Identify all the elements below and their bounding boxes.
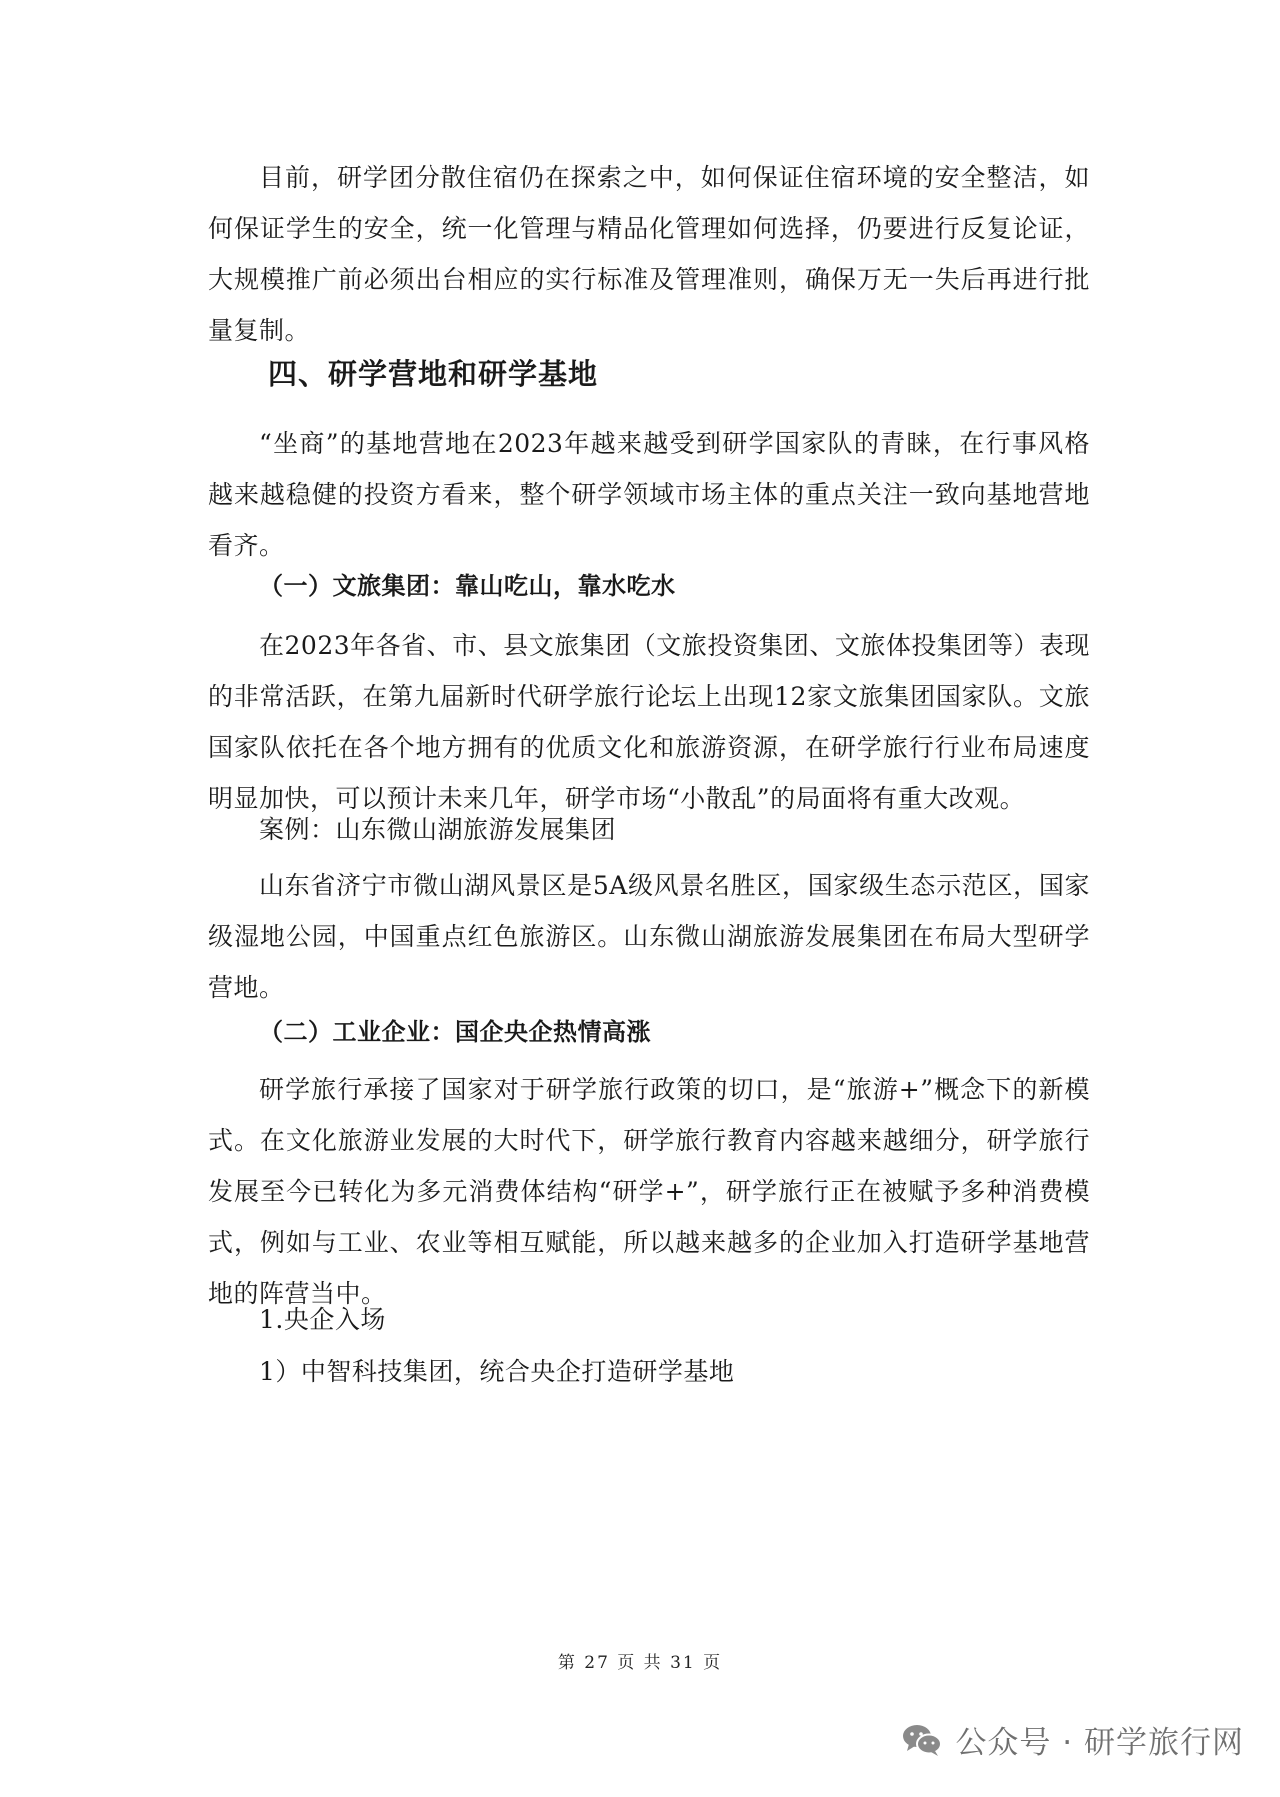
wechat-icon <box>901 1722 943 1758</box>
paragraph-base-camps: “坐商”的基地营地在2023年越来越受到研学国家队的青睐，在行事风格越来越稳健的投资方看来，整个研学领域市场主体的重点关注一致向基地营地看齐。 <box>208 429 1090 560</box>
list-item-central-soe: 1.央企入场 <box>259 1305 386 1334</box>
list-item-zhongzhi: 1）中智科技集团，统合央企打造研学基地 <box>259 1357 735 1386</box>
watermark-text: 公众号 · 研学旅行网 <box>955 1725 1244 1761</box>
paragraph-research-travel: 研学旅行承接了国家对于研学旅行政策的切口，是“旅游+”概念下的新模式。在文化旅游业发展的大时代下，研学旅行教育内容越来越细分，研学旅行发展至今已转化为多元消费体结构“研学+”，研学旅行正在被赋予多种消费模式，例如与工业、农业等相互赋能，所以越来越多的企业加入打造研学基地营地的阵营当中。 <box>208 1075 1090 1308</box>
paragraph-culture-tourism-groups: 在2023年各省、市、县文旅集团（文旅投资集团、文旅体投集团等）表现的非常活跃，在第九届新时代研学旅行论坛上出现12家文旅集团国家队。文旅国家队依托在各个地方拥有的优质文化和旅游资源，在研学旅行行业布局速度明显加快，可以预计未来几年，研学市场“小散乱”的局面将有重大改观。 <box>208 631 1090 813</box>
paragraph-accommodation: 目前，研学团分散住宿仍在探索之中，如何保证住宿环境的安全整洁，如何保证学生的安全，统一化管理与精品化管理如何选择，仍要进行反复论证，大规模推广前必须出台相应的实行标准及管理准则，确保万无一失后再进行批量复制。 <box>208 163 1090 345</box>
paragraph-weishan-lake: 山东省济宁市微山湖风景区是5A级风景名胜区，国家级生态示范区，国家级湿地公园，中国重点红色旅游区。山东微山湖旅游发展集团在布局大型研学营地。 <box>208 871 1090 1002</box>
case-title: 案例：山东微山湖旅游发展集团 <box>259 815 617 844</box>
watermark <box>901 1717 1244 1762</box>
subheading-culture-tourism: （一）文旅集团：靠山吃山，靠水吃水 <box>259 572 676 600</box>
subheading-industrial: （二）工业企业：国企央企热情高涨 <box>259 1018 651 1046</box>
section-heading: 四、研学营地和研学基地 <box>268 357 599 391</box>
page-number: 第 27 页 共 31 页 <box>557 1653 723 1673</box>
